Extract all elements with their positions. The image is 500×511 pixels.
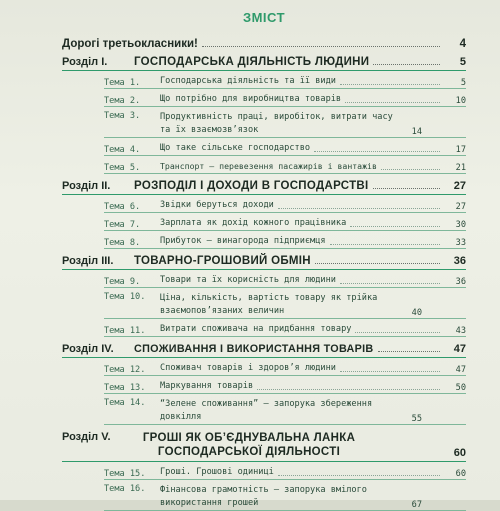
leader-dots (330, 244, 440, 245)
topic-title: Прибуток – винагорода підприємця (160, 236, 326, 246)
topic-row[interactable] (104, 195, 466, 213)
leader-dots (278, 208, 440, 209)
section-name: Розділ ІІІ. (62, 255, 114, 267)
topic-title: Що таке сільське господарство (160, 143, 311, 153)
intro-label: Дорогі третьокласники! (62, 38, 198, 50)
topic-title: Транспорт – перевезення пасажирів і вантажів (160, 161, 377, 171)
section-title: ТОВАРНО-ГРОШОВИЙ ОБМІН (134, 255, 311, 267)
topic-row[interactable] (104, 71, 466, 89)
topic-number: Тема 8. (104, 238, 141, 248)
topic-title: Маркування товарів (160, 381, 254, 391)
topic-page: 43 (455, 326, 466, 336)
topic-row[interactable] (104, 270, 466, 288)
intro-page: 4 (459, 38, 466, 50)
leader-dots (340, 283, 440, 284)
topic-page: 67 (411, 500, 422, 510)
topic-page: 10 (455, 96, 466, 106)
topic-title: Звідки беруться доходи (160, 200, 274, 210)
leader-dots (345, 102, 440, 103)
topic-title: Фінансова грамотність – запорука вмілого використання грошей (160, 485, 367, 508)
topic-row[interactable] (104, 376, 466, 394)
topic-title: Продуктивність праці, виробіток, витрати часу та їх взаємозв’язок (160, 112, 393, 135)
section-row-4[interactable] (62, 343, 466, 358)
topic-number: Тема 14. (104, 398, 146, 408)
leader-dots (355, 332, 440, 333)
topic-number: Тема 13. (104, 383, 146, 393)
leader-dots (315, 263, 440, 264)
topic-row[interactable] (104, 138, 466, 156)
section-row-2[interactable] (62, 180, 466, 195)
section-page: 5 (459, 56, 466, 68)
topic-title: Гроші. Грошові одиниці (160, 467, 274, 477)
section-row-3[interactable] (62, 255, 466, 270)
leader-dots (378, 351, 440, 352)
section-row-1[interactable] (62, 56, 466, 71)
topic-page: 30 (455, 220, 466, 230)
section-4-topics (62, 358, 466, 425)
topic-row[interactable] (104, 288, 466, 319)
topic-row[interactable] (104, 231, 466, 249)
section-1-topics (62, 71, 466, 174)
topic-number: Тема 16. (104, 484, 146, 494)
section-title: ГРОШІ ЯК ОБ’ЄДНУВАЛЬНА ЛАНКА ГОСПОДАРСЬКОЇ ДІЯЛЬНОСТІ (142, 432, 356, 458)
topic-number: Тема 5. (104, 163, 141, 173)
topic-page: 60 (455, 469, 466, 479)
leader-dots (350, 226, 440, 227)
topic-number: Тема 9. (104, 277, 141, 287)
leader-dots (202, 46, 440, 47)
topic-number: Тема 7. (104, 220, 141, 230)
topic-number: Тема 4. (104, 145, 141, 155)
topic-page: 50 (455, 383, 466, 393)
topic-number: Тема 3. (104, 111, 141, 121)
section-name: Розділ ІІ. (62, 180, 111, 192)
page-title: ЗМІСТ (242, 10, 286, 25)
topic-title: Витрати споживача на придбання товару (160, 324, 352, 334)
section-page: 60 (453, 447, 466, 459)
topic-title: Господарська діяльність та її види (160, 76, 336, 86)
section-2-topics (62, 195, 466, 249)
topic-title: Споживач товарів і здоров’я людини (160, 363, 336, 373)
topic-page: 33 (455, 238, 466, 248)
topic-page: 17 (455, 145, 466, 155)
section-page: 27 (453, 180, 466, 192)
toc-intro-row[interactable] (62, 32, 466, 50)
leader-dots (278, 475, 440, 476)
section-title: ГОСПОДАРСЬКА ДІЯЛЬНІСТЬ ЛЮДИНИ (134, 56, 370, 68)
section-page: 47 (453, 343, 466, 355)
topic-number: Тема 6. (104, 202, 141, 212)
topic-page: 27 (455, 202, 466, 212)
section-page: 36 (453, 255, 466, 267)
section-3-topics (62, 270, 466, 337)
topic-number: Тема 1. (104, 78, 141, 88)
topic-row[interactable] (104, 156, 466, 174)
section-name: Розділ І. (62, 56, 108, 68)
topic-row[interactable] (104, 480, 466, 511)
leader-line (368, 455, 440, 456)
section-name: Розділ V. (62, 431, 111, 443)
topic-number: Тема 15. (104, 469, 146, 479)
topic-row[interactable] (104, 358, 466, 376)
topic-title: “Зелене споживання” – запорука збереження довкілля (160, 399, 373, 422)
leader-dots (373, 188, 441, 189)
topic-page: 47 (455, 365, 466, 375)
topic-title: Зарплата як дохід кожного працівника (160, 218, 347, 228)
topic-page: 55 (411, 414, 422, 424)
topic-title: Що потрібно для виробництва товарів (160, 94, 342, 104)
topic-number: Тема 10. (104, 292, 146, 302)
topic-title: Ціна, кількість, вартість товару як трійка взаємопов’язаних величин (160, 293, 378, 316)
topic-title: Товари та їх корисність для людини (160, 275, 336, 285)
topic-row[interactable] (104, 213, 466, 231)
section-title: СПОЖИВАННЯ І ВИКОРИСТАННЯ ТОВАРІВ (134, 343, 374, 355)
section-5-topics (62, 462, 466, 511)
topic-page: 40 (411, 308, 422, 318)
leader-dots (314, 151, 440, 152)
topic-row[interactable] (104, 107, 466, 138)
leader-dots (373, 64, 440, 65)
topic-page: 14 (411, 127, 422, 137)
section-row-5[interactable] (62, 431, 466, 462)
leader-dots (381, 169, 440, 170)
topic-row[interactable] (104, 319, 466, 337)
section-title: РОЗПОДІЛ І ДОХОДИ В ГОСПОДАРСТВІ (134, 180, 369, 192)
topic-page: 5 (460, 78, 466, 88)
topic-page: 21 (455, 163, 466, 173)
leader-dots (340, 84, 440, 85)
topic-page: 36 (455, 277, 466, 287)
topic-number: Тема 12. (104, 365, 146, 375)
topic-row[interactable] (104, 394, 466, 425)
topic-number: Тема 2. (104, 96, 141, 106)
leader-dots (257, 389, 440, 390)
topic-number: Тема 11. (104, 326, 146, 336)
section-name: Розділ IV. (62, 343, 114, 355)
topic-row[interactable] (104, 89, 466, 107)
topic-row[interactable] (104, 462, 466, 480)
leader-dots (340, 371, 440, 372)
